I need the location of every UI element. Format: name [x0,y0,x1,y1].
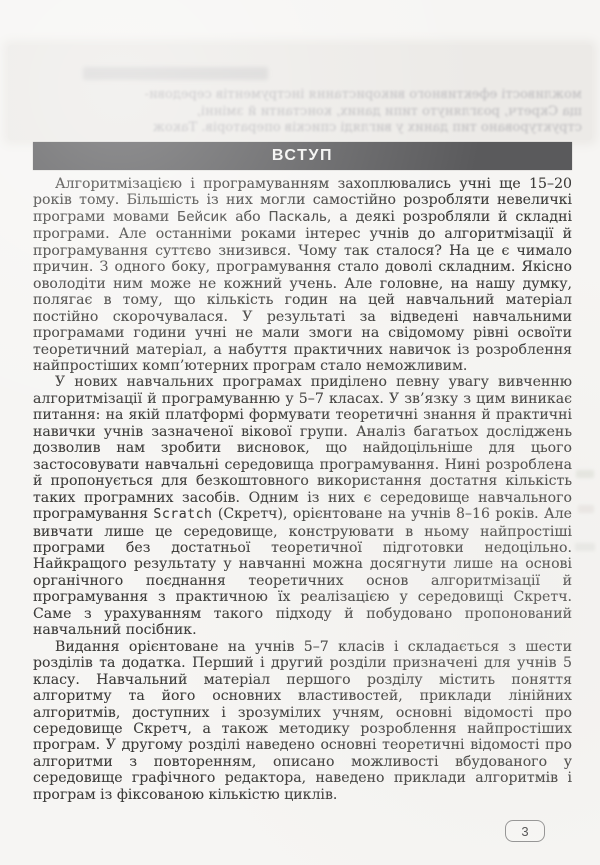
page-number-box [505,820,545,842]
paragraph-2: У нових навчальних програмах приділено певну увагу вивченню алгоритмізації й програмуванню у 5–7 класах. У зв’язку з цим виникає питання: на якій платформі формувати теоретичні знання й практичні навички учнів зазначеної вікової групи. Аналіз багатьох досліджень дозволив нам зробити висновок, що найдоцільніше для цього застосовувати навчальні середовища програмування. Нині розроблена й пропонується для безкоштовного використання достатня кількість таких програмних засобів. Одним із них є середовище навчального програмування Scratch (Скретч), орієнтоване на учнів 8–16 років. Але вивчати лише це середовище, конструювати в ньому найпростіші програми без достатньої теоретичної підготовки недоцільно. Найкращого результату у навчанні можна досягнути лише на основі органічного поєднання теоретичних основ алгоритмізації й програмування з практичною їх реалізацією у середовищі Скретч. Саме з урахуванням такого підходу й побудовано пропонований навчальний посібник. [33,374,572,639]
bleedthrough-line: ща Скретч, розглянуто типи даних, константи й змінні, [196,103,582,119]
chapter-header-bar [33,142,572,170]
scan-artifact [575,543,595,551]
scan-artifact [578,505,594,513]
bleedthrough-text [22,87,582,137]
bleedthrough-line: структуровано тип даних у вигляді списків операторів. Також [152,120,582,135]
scan-artifact [576,470,594,478]
bleedthrough-band [8,45,592,140]
body-text [33,176,572,803]
chapter-title: ВСТУП [271,147,334,164]
paragraph-3: Видання орієнтоване на учнів 5–7 класів і складається з шести розділів та додатка. Перший і другий розділи призначені для учнів 5 класу. Навчальний матеріал першого розділу містить поняття алгоритму та його основних властивостей, приклади лінійних алгоритмів, доступних і зрозумілих учням, основні відомості про середовище Скретч, а також методику розроблення найпростіших програм. У другому розділі наведено основні теоретичні відомості про алгоритми з повторенням, описано можливості вбудованого у середовище графічного редактора, наведено приклади алгоритмів і програм із фіксованою кількістю циклів. [33,638,572,803]
bleedthrough-line: можливості ефективного використання інструментів середови- [144,87,582,102]
paragraph-1: Алгоритмізацією і програмуванням захоплювались учні ще 15–20 років тому. Більшість із них могли самостійно розробляти невеличкі програми мовами Бейсик або Паскаль, а деякі розробляли й складні програми. Але останніми роками інтерес учнів до алгоритмізації й програмування суттєво знизився. Чому так сталося? На це є чимало причин. З одного боку, програмування стало доволі складним. Якісно оволодіти ним може не кожний учень. Але головне, на нашу думку, полягає в тому, що кількість годин на цей навчальний матеріал постійно скорочувалася. У результаті за відведені навчальними програмами години учні не мали змоги на свідомому рівні освоїти теоретичний матеріал, а набуття практичних навичок із розроблення найпростіших комп’ютерних програм стало неможливим. [33,176,572,374]
bleedthrough-header-smudge [83,67,268,80]
page-number: 3 [521,823,529,839]
